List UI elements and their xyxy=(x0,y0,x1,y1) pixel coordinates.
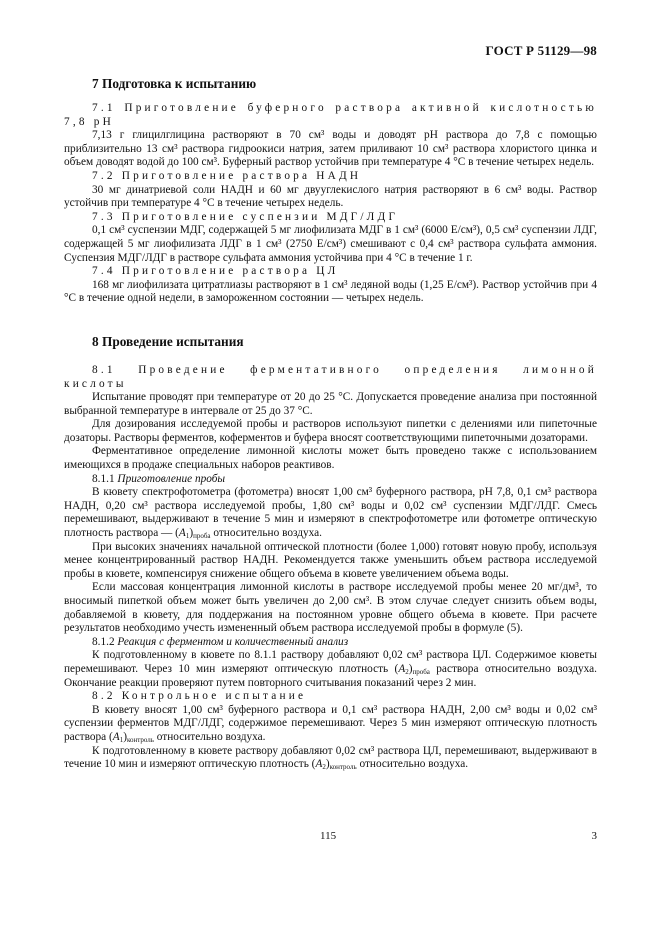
page-number-center: 115 xyxy=(320,830,337,842)
subsection-8-1-1-number: 8.1.1 xyxy=(92,472,115,485)
subsection-7-3-text: 0,1 см³ суспензии МДГ, содержащей 5 мг лиофилизата МДГ в 1 см³ (6000 Е/см³), 0,5 см³ суспензии ЛДГ, содержащей 5 мг лиофилизата ЛДГ в 1 см³ (2750 Е/см³) смешивают с 0,4 см³ раствора сульфата аммония. Суспензия МДГ/ЛДГ в растворе сульфата аммония устойчива при 4 °С в течение 1 г. xyxy=(64,224,597,264)
subsection-7-1-title: 7.1 Приготовление буферного раствора активной кислотностью 7,8 рН xyxy=(64,102,597,128)
subsection-7-2-text: 30 мг динатриевой соли НАДН и 60 мг двууглекислого натрия растворяют в 6 см³ воды. Раствор устойчив при температуре 4 °С в течение четырех недель. xyxy=(64,183,597,210)
subsection-7-4-title: 7.4 Приготовление раствора ЦЛ xyxy=(92,265,339,278)
subsection-8-1-2-number: 8.1.2 xyxy=(92,635,115,648)
subsection-8-2-title: 8.2 Контрольное испытание xyxy=(92,690,307,703)
subsection-7-4-text: 168 мг лиофилизата цитратлиазы растворяют в 1 см³ ледяной воды (1,25 Е/см³). Раствор устойчив при 4 °С в течение одной недели, в замороженном состоянии — четырех недель. xyxy=(64,278,597,305)
document-code-header: ГОСТ Р 51129—98 xyxy=(485,43,597,58)
subsection-8-1-title: 8.1 Проведение ферментативного определения лимонной кислоты xyxy=(64,363,597,390)
paragraph-enzyme-reaction: К подготовленному в кювете по 8.1.1 раствору добавляют 0,02 см³ раствора ЦЛ. Содержимое кюветы перемешивают. Через 10 мин измеряют оптическую плотность $(A_2)_{проба}$ раствора относительно воздуха. Окончание реакции проверяют путем повторного считывания показаний через 2 мин. xyxy=(64,649,597,689)
paragraph-dosing: Для дозирования исследуемой пробы и растворов используют пипетки с делениями или пипеточные дозаторы. Растворы ферментов, коферментов и буфера вносят соответствующими пипеточными дозаторами. xyxy=(64,418,597,444)
subsection-8-1-1-title xyxy=(64,473,597,487)
section-7-heading: 7 Подготовка к испытанию xyxy=(92,76,257,91)
paragraph-low-concentration: Если массовая концентрация лимонной кислоты в растворе исследуемой пробы менее 20 мг/дм³, то вносимый пипеткой объем может быть увеличен до 2,00 см³. В этом случае следует снизить объем воды, добавляемой в кювету, для поддержания на постоянном уровне общего объема в кювете. При расчете результатов необходимо учесть измененный объем раствора исследуемой пробы в формуле (5). xyxy=(64,581,597,635)
paragraph-control-2: К подготовленному в кювете раствору добавляют 0,02 см³ раствора ЦЛ, перемешивают, выдерживают в течение 10 мин и измеряют оптическую плотность $(A_2)_{контроль}$ относительно воздуха. xyxy=(64,744,597,772)
subsection-7-2-title: 7.2 Приготовление раствора НАДН xyxy=(92,169,362,182)
paragraph-temperature: Испытание проводят при температуре от 20 до 25 °С. Допускается проведение анализа при постоянной выбранной температуре в интервале от 25 до 37 °С. xyxy=(64,391,597,417)
page-number-right: 3 xyxy=(591,830,597,842)
paragraph-control-1: В кювету вносят 1,00 см³ буферного раствора и 0,1 см³ раствора НАДН, 2,00 см³ воды и 0,02 см³ суспензии ферментов МДГ/ЛДГ, содержимое перемешивают. Через 5 мин измеряют оптическую плотность раствора $(A_1)_{контроль}$ относительно воздуха. xyxy=(64,703,597,744)
subsection-8-1-2-name: Реакция с ферментом и количественный анализ xyxy=(117,635,349,648)
paragraph-reagent-kits: Ферментативное определение лимонной кислоты может быть проведено также с использованием имеющихся в продаже специальных наборов реактивов. xyxy=(64,445,597,472)
section-8-heading: 8 Проведение испытания xyxy=(92,333,244,349)
subsection-7-1-text: 7,13 г глицилглицина растворяют в 70 см³ воды и доводят рН раствора до 7,8 с помощью приблизительно 13 см³ раствора гидроокиси натрия, затем приливают 10 см³ раствора хлористого цинка и объем доводят водой до 100 см³. Буферный раствор устойчив при температуре 4 °С в течение четырех недель. xyxy=(64,129,597,169)
subsection-8-1-2-title xyxy=(64,636,597,650)
document-body xyxy=(64,76,597,772)
subsection-8-1-1-name: Приготовление пробы xyxy=(117,472,226,485)
paragraph-high-density: При высоких значениях начальной оптической плотности (более 1,000) готовят новую пробу, используя менее концентрированный раствор НАДН. Рекомендуется также уменьшить объем раствора исследуемой пробы в кювете, компенсируя снижение общего объема в кювете увеличением объема воды. xyxy=(64,540,597,580)
subsection-7-3-title: 7.3 Приготовление суспензии МДГ/ЛДГ xyxy=(92,210,399,223)
paragraph-sample-prep: В кювету спектрофотометра (фотометра) вносят 1,00 см³ буферного раствора, рН 7,8, 0,1 см³ раствора НАДН, 0,20 см³ раствора исследуемой пробы, 1,80 см³ воды и 0,02 см³ суспензии МДГ/ЛДГ. Смесь перемешивают, выдерживают в течение 5 мин и измеряют в спектрофотометре или фотометре оптическую плотность раствора — $(A_1)_{проба}$ относительно воздуха. xyxy=(64,486,597,541)
